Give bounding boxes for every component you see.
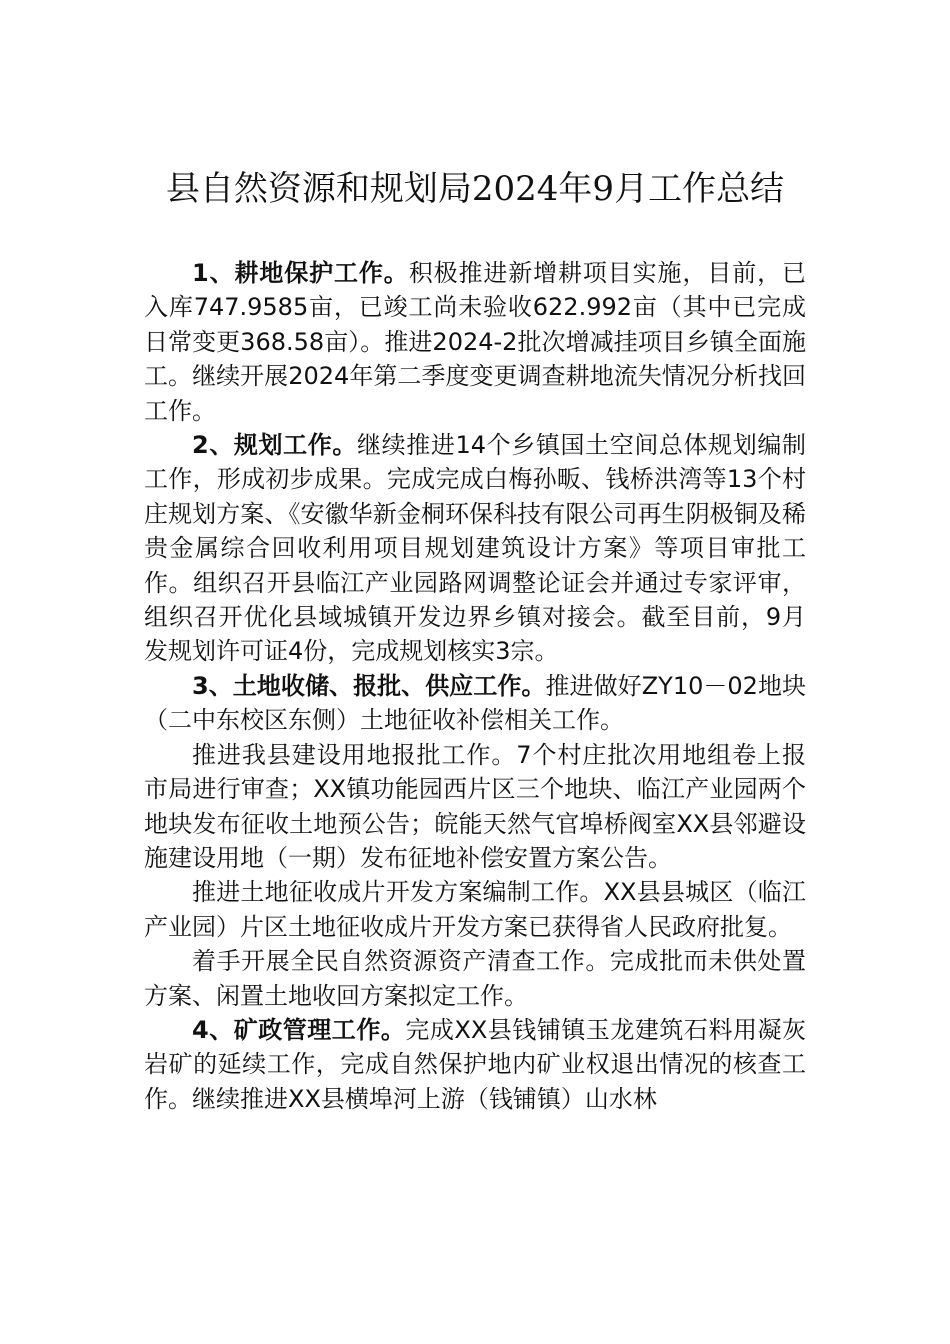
document-body [144,256,806,1116]
paragraph-text: 推进土地征收成片开发方案编制工作。XX县县城区（临江产业园）片区土地征收成片开发方案已获得省人民政府批复。 [144,878,806,941]
paragraph-land-reserve [144,669,806,738]
document-title: 县自然资源和规划局2024年9月工作总结 [165,169,785,209]
paragraph-heading: 1、耕地保护工作。 [192,259,409,287]
paragraph-text: 推进做好ZY10－02地块（二中东校区东侧）土地征收补偿相关工作。 [144,671,806,735]
paragraph-resource-inventory [144,944,806,1013]
paragraph-mining-management [144,1013,806,1116]
paragraph-land-expropriation [144,875,806,944]
paragraph-heading: 4、矿政管理工作。 [192,1015,406,1044]
paragraph-heading: 3、土地收储、报批、供应工作。 [192,671,546,700]
paragraph-text: 积极推进新增耕项目实施，目前，已入库747.9585亩，已竣工尚未验收622.992亩（其中已完成日常变更368.58亩）。推进2024-2批次增减挂项目乡镇全面施工。继续开展2024年第二季度变更调查耕地流失情况分析找回工作。 [144,259,806,425]
paragraph-text: 着手开展全民自然资源资产清查工作。完成批而未供处置方案、闲置土地收回方案拟定工作。 [144,947,806,1010]
paragraph-text: 完成XX县钱铺镇玉龙建筑石料用凝灰岩矿的延续工作，完成自然保护地内矿业权退出情况的核查工作。继续推进XX县横埠河上游（钱铺镇）山水林 [144,1015,806,1113]
paragraph-land-approval [144,738,806,876]
paragraph-text: 推进我县建设用地报批工作。7个村庄批次用地组卷上报市局进行审查；XX镇功能园西片区三个地块、临江产业园两个地块发布征收土地预公告；皖能天然气官埠桥阀室XX县邻避设施建设用地（一期）发布征地补偿安置方案公告。 [144,740,806,872]
paragraph-heading: 2、规划工作。 [192,431,358,460]
paragraph-planning [144,428,806,669]
paragraph-farmland-protection [144,256,806,428]
paragraph-text: 继续推进14个乡镇国土空间总体规划编制工作，形成初步成果。完成完成白梅孙畈、钱桥洪湾等13个村庄规划方案、《安徽华新金桐环保科技有限公司再生阴极铜及稀贵金属综合回收利用项目规划建筑设计方案》等项目审批工作。组织召开县临江产业园路网调整论证会并通过专家评审，组织召开优化县域城镇开发边界乡镇对接会。截至目前，9月发规划许可证4份，完成规划核实3宗。 [144,431,807,666]
